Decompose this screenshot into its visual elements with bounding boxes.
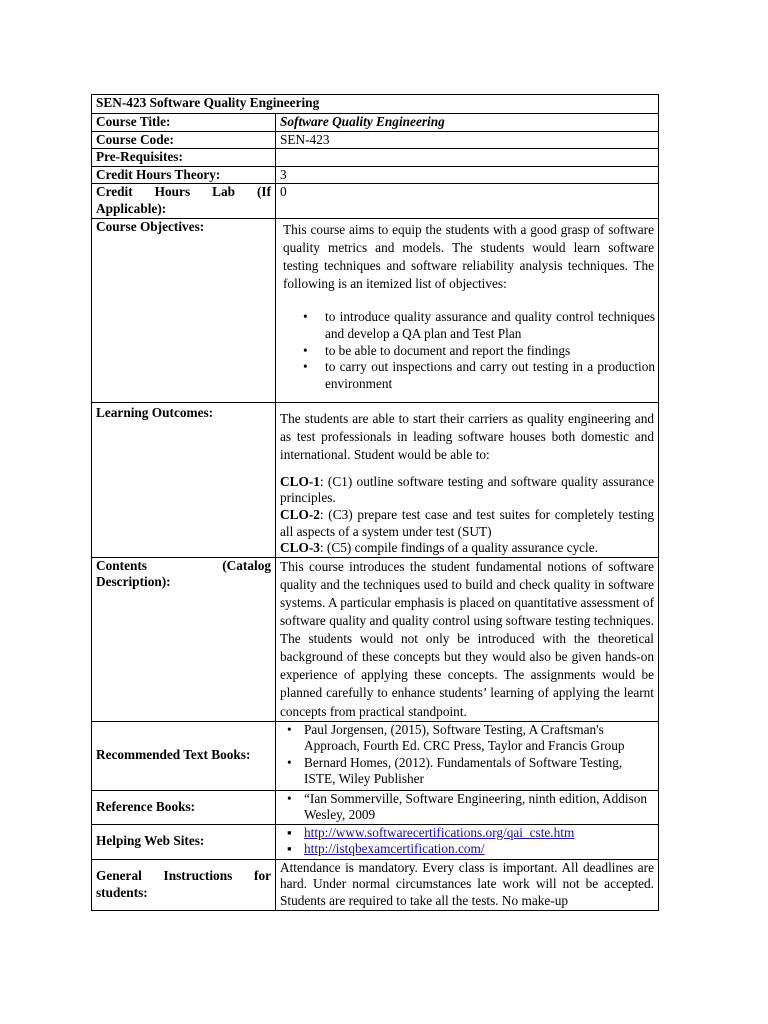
clo-item: [280, 507, 654, 540]
objective-item: • to introduce quality assurance and quality control techniques and develop a QA plan and Test Plan: [325, 309, 655, 342]
credit-lab-value: 0: [276, 184, 659, 218]
instructions-label-word: General: [96, 868, 142, 884]
contents-label-word: Contents: [96, 557, 147, 573]
textbooks-row: [92, 721, 659, 790]
objective-item: • to be able to document and report the findings: [325, 343, 655, 360]
reference-row: [92, 790, 659, 824]
websites-label: Helping Web Sites:: [92, 824, 276, 859]
outcomes-intro: The students are able to start their carriers as quality engineering and as test professionals in leading software houses both domestic and international. Student would be able to:: [280, 410, 655, 463]
contents-label-word: (Catalog: [222, 557, 271, 573]
website-item: [304, 825, 654, 842]
instructions-label-word: for: [254, 868, 271, 884]
contents-label-line: Description):: [96, 574, 171, 590]
heading-row: [92, 95, 659, 114]
reference-item: • “Ian Sommerville, Software Engineering, ninth edition, Addison Wesley, 2009: [304, 791, 654, 824]
objectives-label: Course Objectives:: [92, 218, 276, 402]
clo-item: [280, 540, 654, 557]
prerequisites-value: [276, 149, 659, 167]
course-title-row: [92, 114, 659, 132]
objectives-row: [92, 218, 659, 402]
course-title-value: Software Quality Engineering: [276, 114, 659, 132]
credit-lab-row: [92, 184, 659, 218]
outcomes-label: Learning Outcomes:: [92, 402, 276, 557]
credit-lab-label: Credit Hours Lab (If Applicable):: [92, 184, 276, 218]
outcomes-row: [92, 402, 659, 557]
textbook-item: • Bernard Homes, (2012). Fundamentals of Software Testing, ISTE, Wiley Publisher: [304, 755, 654, 788]
prerequisites-label: Pre-Requisites:: [92, 149, 276, 167]
website-item: [304, 841, 654, 858]
credit-theory-value: 3: [276, 166, 659, 184]
clo-code: CLO-2: [280, 506, 320, 522]
course-title-label: Course Title:: [92, 114, 276, 132]
prerequisites-row: [92, 149, 659, 167]
instructions-label-word: Instructions: [163, 868, 233, 884]
course-code-value: SEN-423: [276, 131, 659, 149]
objectives-list: [276, 309, 658, 392]
reference-label: Reference Books:: [92, 790, 276, 824]
websites-row: [92, 824, 659, 859]
clo-text: : (C5) compile findings of a quality assurance cycle.: [319, 540, 598, 556]
credit-theory-label: Credit Hours Theory:: [92, 166, 276, 184]
reference-list: [287, 791, 654, 824]
syllabus-table: [91, 94, 659, 911]
objective-item: • to carry out inspections and carry out testing in a production environment: [325, 359, 655, 392]
instructions-text: Attendance is mandatory. Every class is important. All deadlines are hard. Under normal circumstances late work will not be accepted. Students are required to take all the tests. No make-up: [276, 859, 659, 910]
instructions-row: [92, 859, 659, 910]
instructions-label: [92, 859, 276, 910]
clo-item: [280, 474, 654, 507]
website-link[interactable]: http://istqbexamcertification.com/: [304, 841, 485, 857]
clo-text: : (C1) outline software testing and software quality assurance principles.: [280, 473, 655, 506]
clo-text: : (C3) prepare test case and test suites for completely testing all aspects of a system under test (SUT): [280, 506, 655, 539]
contents-label: [92, 557, 276, 721]
course-heading: SEN-423 Software Quality Engineering: [92, 95, 659, 114]
contents-text: This course introduces the student fundamental notions of software quality and the techniques used to build and check quality in software systems. A particular emphasis is placed on quantitative assessment of software quality and quality control using software testing techniques. The students would not only be introduced with the theoretical background of these concepts but they would also be given hands-on experience of applying these concepts. The assignments would be planned carefully to enhance students’ learning of applying the learnt concepts from practical standpoint.: [276, 557, 659, 721]
credit-theory-row: [92, 166, 659, 184]
clo-list: [280, 474, 654, 557]
instructions-label-line: [96, 868, 271, 885]
objectives-intro: This course aims to equip the students with a good grasp of software quality metrics and models. The students would learn software testing techniques and software reliability analysis techniques. The following is an itemized list of objectives:: [283, 221, 655, 292]
reference-cell: [276, 790, 659, 824]
course-code-label: Course Code:: [92, 131, 276, 149]
objectives-cell: [276, 218, 659, 402]
instructions-label-line: students:: [96, 884, 148, 900]
textbooks-label: Recommended Text Books:: [92, 721, 276, 790]
course-code-row: [92, 131, 659, 149]
outcomes-cell: [276, 402, 659, 557]
contents-label-line: [96, 558, 271, 575]
contents-row: [92, 557, 659, 721]
websites-list: [287, 825, 654, 858]
websites-cell: [276, 824, 659, 859]
clo-code: CLO-1: [280, 473, 320, 489]
clo-code: CLO-3: [280, 540, 320, 556]
textbooks-cell: [276, 721, 659, 790]
textbooks-list: [287, 722, 654, 788]
textbook-item: • Paul Jorgensen, (2015), Software Testing, A Craftsman's Approach, Fourth Ed. CRC Press, Taylor and Francis Group: [304, 722, 654, 755]
website-link[interactable]: http://www.softwarecertifications.org/qai_cste.htm: [304, 824, 575, 840]
